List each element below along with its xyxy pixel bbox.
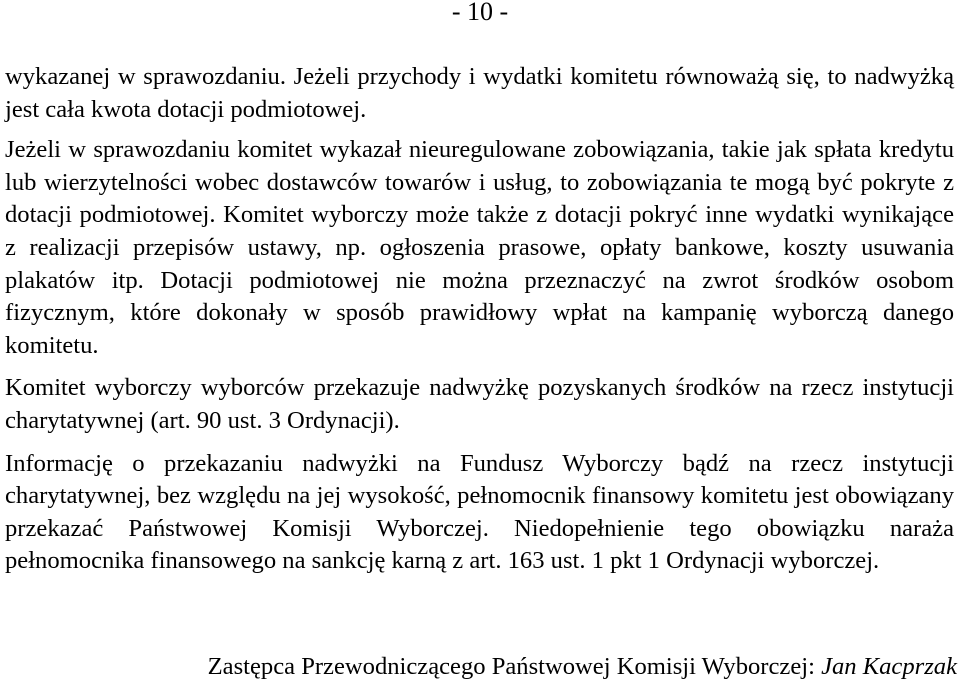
paragraph-surplus-definition: wykazanej w sprawozdaniu. Jeżeli przychody i wydatki komitetu równoważą się, to nadwyżką jest cała kwota dotacji podmiotowej. [5, 63, 954, 123]
signature-name: Jan Kacprzak [821, 653, 957, 680]
paragraph-reporting-obligation: Informację o przekazaniu nadwyżki na Fundusz Wyborczy bądź na rzecz instytucji charytatywnej, bez względu na jej wysokość, pełnomocnik finansowy komitetu jest obowiązany przekazać Państwowej Komisji Wyborczej. Niedopełnienie tego obowiązku naraża pełnomocnika finansowego na sankcję karną z art. 163 ust. 1 pkt 1 Ordynacji wyborczej. [5, 449, 954, 575]
paragraph-charity-transfer: Komitet wyborczy wyborców przekazuje nadwyżkę pozyskanych środków na rzecz instytucji charytatywnej (art. 90 ust. 3 Ordynacji). [5, 374, 954, 434]
page-number: - 10 - [451, 0, 509, 26]
document-body [5, 61, 954, 578]
signature-role: Zastępca Przewodniczącego Państwowej Komisji Wyborczej: [207, 653, 815, 680]
paragraph-unpaid-obligations: Jeżeli w sprawozdaniu komitet wykazał nieuregulowane zobowiązania, takie jak spłata kredytu lub wierzytelności wobec dostawców towarów i usług, to zobowiązania te mogą być pokryte z dotacji podmiotowej. Komitet wyborczy może także z dotacji pokryć inne wydatki wynikające z realizacji przepisów ustawy, np. ogłoszenia prasowe, opłaty bankowe, koszty usuwania plakatów itp. Dotacji podmiotowej nie można przeznaczyć na zwrot środków osobom fizycznym, które dokonały w sposób prawidłowy wpłat na kampanię wyborczą danego komitetu. [5, 136, 954, 359]
signature-line [0, 651, 957, 683]
